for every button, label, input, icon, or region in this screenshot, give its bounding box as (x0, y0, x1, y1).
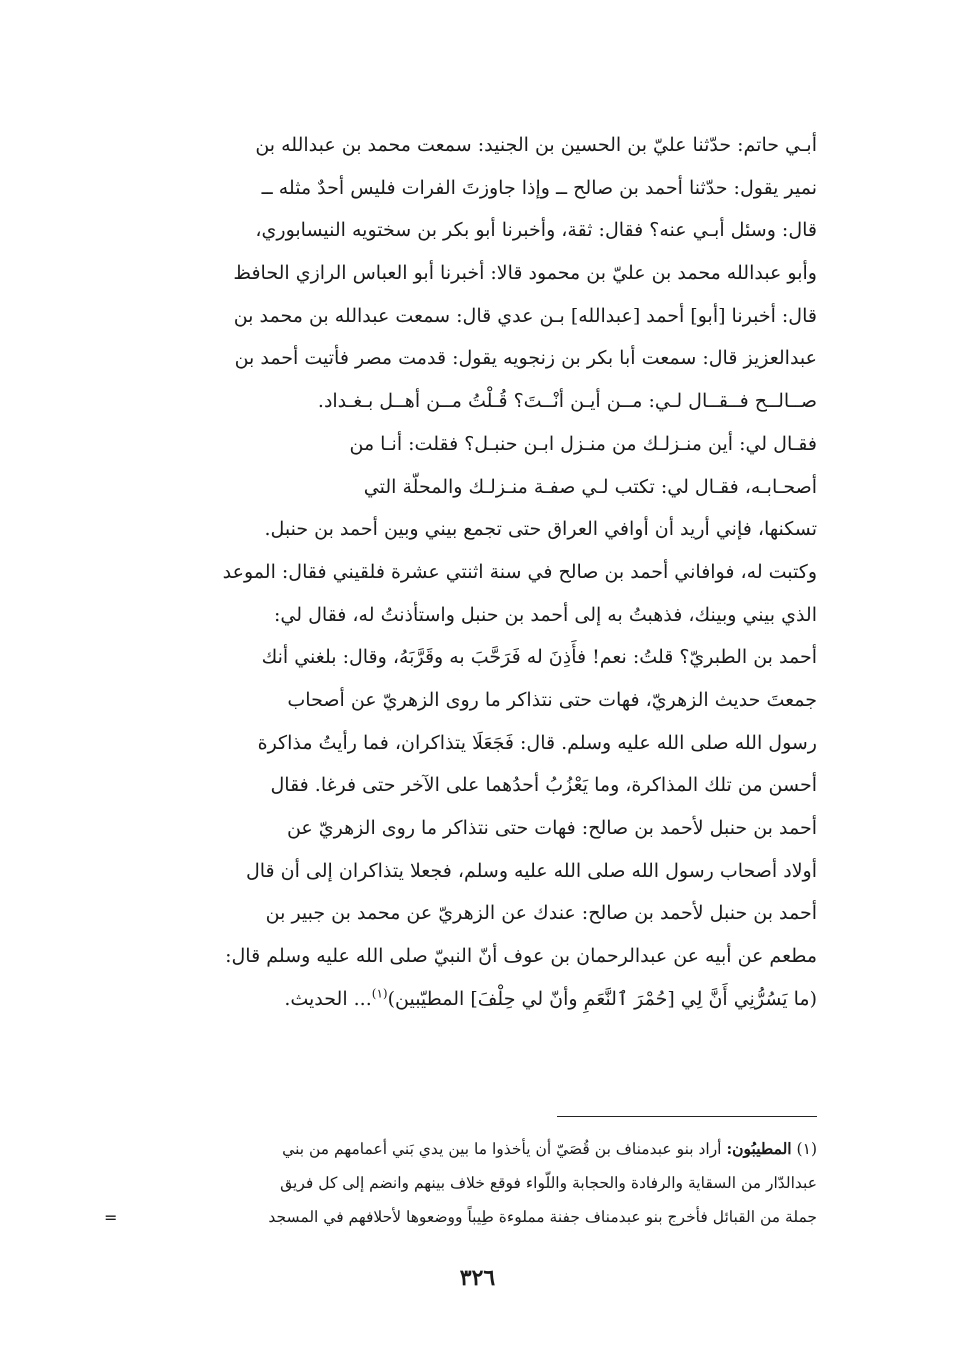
text-line: عبدالعزيز قال: سمعت أبا بكر بن زنجويه يقول: قدمت مصر فأتيت أحمد بن (234, 347, 817, 370)
footnote-block (137, 1132, 817, 1234)
page-number: ٣٢٦ (459, 1265, 496, 1291)
text-line: جمعتَ حديث الزهريّ، فهات حتى نتذاكر ما روى الزهريّ عن أصحاب (287, 688, 817, 711)
hadith-quote: (ما يَسُرُّنِي أَنَّ لِي [حُمْرَ ٱلنَّعَمِ وأنّ لي حِلْفَ] المطيّبين) (387, 987, 817, 1010)
main-text-block (137, 124, 817, 1020)
text-line: أحمد بن الطبريّ؟ قلتُ: نعم! فأَذِنَ له فَرَحَّبَ به وقَرَّبَهُ، وقال: بلغني أنك (261, 646, 817, 669)
footnote-text: أراد بنو عبدمناف بن قُصَيّ أن يأخذوا ما بين يدي بَني أعمامهم من بني (282, 1140, 722, 1158)
footnote-line (137, 1132, 817, 1166)
text-line: أصحـابـه، فقـال لي: تكتب لـي صفـة منـزلـك والمحلّة التي (363, 475, 817, 498)
footnote-continuation-mark: = (104, 1208, 118, 1227)
footnote-divider (557, 1116, 817, 1117)
text-line: أبـي حاتم: حدّثنا عليّ بن الحسين بن الجنيد: سمعت محمد بن عبدالله بن (255, 134, 817, 156)
text-line: مطعم عن أبيه عن عبدالرحمان بن عوف أنّ النبيّ صلى الله عليه وسلم قال: (225, 945, 817, 968)
text-line: نمير يقول: حدّثنا أحمد بن صالح ــ وإذا جاوزتَ الفرات فليس أحدٌ مثله ــ (261, 176, 817, 199)
text-line: قال: أخبرنا [أبو] أحمد [عبدالله] بـن عدي قال: سمعت عبدالله بن محمد بن (233, 304, 817, 327)
text-line: صــالــح فــقــال لـي: مــن أيـن أنْــتَ؟ قُـلْتُ مــن أهــل بـغـداد. (317, 390, 817, 413)
footnote-line: جملة من القبائل فأخرج بنو عبدمناف جفنة مملوءة طِيباً ووضعوها لأحلافهم في المسجد (268, 1208, 817, 1226)
text-line: تسكنها، فإني أريد أن أوافي العراق حتى تجمع بيني وبين أحمد بن حنبل. (264, 518, 817, 541)
text-line: أحمد بن حنبل لأحمد بن صالح: عندك عن الزهريّ عن محمد بن جبير بن (265, 902, 817, 925)
footnote-reference-mark[interactable]: (١) (371, 986, 388, 1001)
footnote-term: المطيبُون: (726, 1139, 792, 1158)
footnote-number: (١) (796, 1140, 817, 1158)
hadith-ending: ... الحديث. (284, 987, 372, 1010)
text-line: الذي بيني وبينك، فذهبتُ به إلى أحمد بن حنبل واستأذنتُ له، فقال لي: (274, 603, 817, 626)
text-line: قال: وسئل أبـي عنه؟ فقال: ثقة، وأخبرنا أبو بكر بن سختويه النيسابوري، (255, 219, 817, 242)
text-line: وأبو عبدالله محمد بن عليّ بن محمود قالا: أخبرنا أبو العباس الرازي الحافظ (233, 262, 817, 285)
text-line: وكتبت له، فوافاني أحمد بن صالح في سنة اثنتي عشرة فلقيني فقال: الموعد (222, 560, 817, 583)
text-line: أحسن من تلك المذاكرة، وما يَعْزُبُ أحدُهما على الآخر حتى فرغا. فقال (270, 774, 817, 797)
footnote-line: عبدالدّار من السقاية والرفادة والحجابة واللّواء فوقع خلاف بينهم وانضم إلى كل فريق (280, 1174, 817, 1192)
text-line: فقـال لي: أين منـزلـك من منـزل ابـن حنبـل؟ فقلت: أنـا من (349, 432, 817, 455)
text-line: أحمد بن حنبل لأحمد بن صالح: فهات حتى نتذاكر ما روى الزهريّ عن (286, 817, 817, 839)
text-line-last (137, 978, 817, 1021)
text-line: أولاد أصحاب رسول الله صلى الله عليه وسلم، فجعلا يتذاكران إلى أن قال (245, 859, 817, 882)
text-line: رسول الله صلى الله عليه وسلم. قال: فَجَعَلَا يتذاكران، فما رأيتُ مذاكرة (257, 731, 817, 754)
